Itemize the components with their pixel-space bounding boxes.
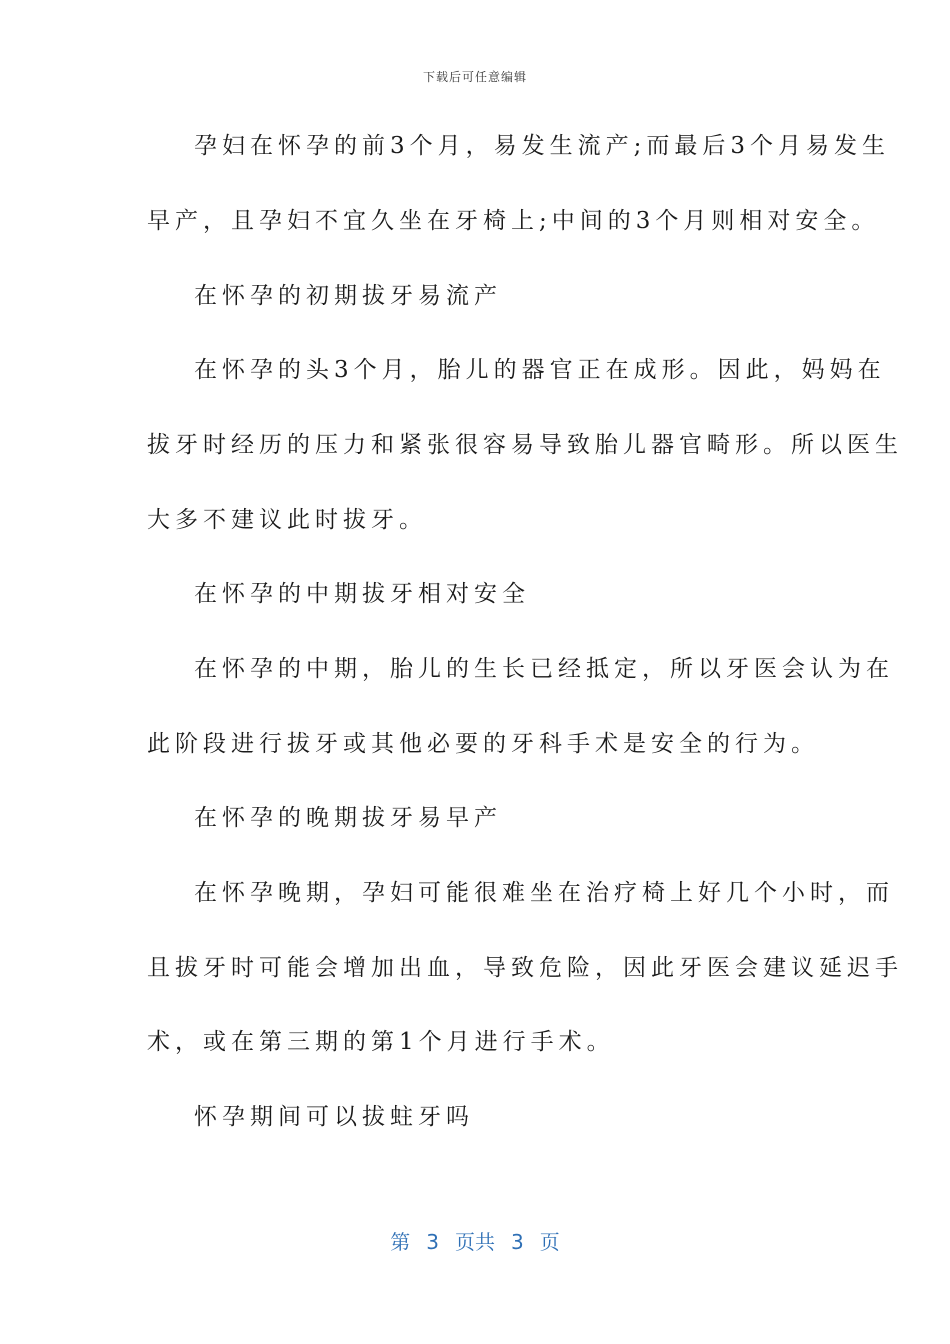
section-heading: 在怀孕的初期拔牙易流产: [194, 283, 502, 309]
footer-ye-gong: 页共: [455, 1230, 495, 1254]
header-note: 下载后可任意编辑: [422, 70, 527, 84]
paragraph-line: 孕妇在怀孕的前3个月，易发生流产;而最后3个月易发生: [194, 133, 891, 159]
paragraph-line: 此阶段进行拔牙或其他必要的牙科手术是安全的行为。: [147, 731, 819, 757]
paragraph-line: 拔牙时经历的压力和紧张很容易导致胎儿器官畸形。所以医生: [147, 432, 903, 458]
section-heading: 怀孕期间可以拔蛀牙吗: [194, 1104, 474, 1130]
paragraph-line: 且拔牙时可能会增加出血，导致危险，因此牙医会建议延迟手: [147, 955, 903, 981]
section-heading: 在怀孕的中期拔牙相对安全: [194, 581, 530, 607]
page-number-footer: [0, 1226, 950, 1255]
paragraph-line: 大多不建议此时拔牙。: [147, 507, 427, 533]
paragraph-line: 在怀孕的中期，胎儿的生长已经抵定，所以牙医会认为在: [194, 656, 894, 682]
footer-current-page: 3: [426, 1230, 439, 1254]
paragraph-line: 早产，且孕妇不宜久坐在牙椅上;中间的3个月则相对安全。: [147, 208, 880, 234]
footer-di: 第: [390, 1230, 411, 1254]
paragraph-line: 在怀孕的头3个月，胎儿的器官正在成形。因此，妈妈在: [194, 357, 886, 383]
paragraph-line: 术，或在第三期的第1个月进行手术。: [147, 1029, 615, 1055]
paragraph-line: 在怀孕晚期，孕妇可能很难坐在治疗椅上好几个小时，而: [194, 880, 894, 906]
footer-ye: 页: [539, 1230, 560, 1254]
footer-total-pages: 3: [511, 1230, 524, 1254]
section-heading: 在怀孕的晚期拔牙易早产: [194, 805, 502, 831]
